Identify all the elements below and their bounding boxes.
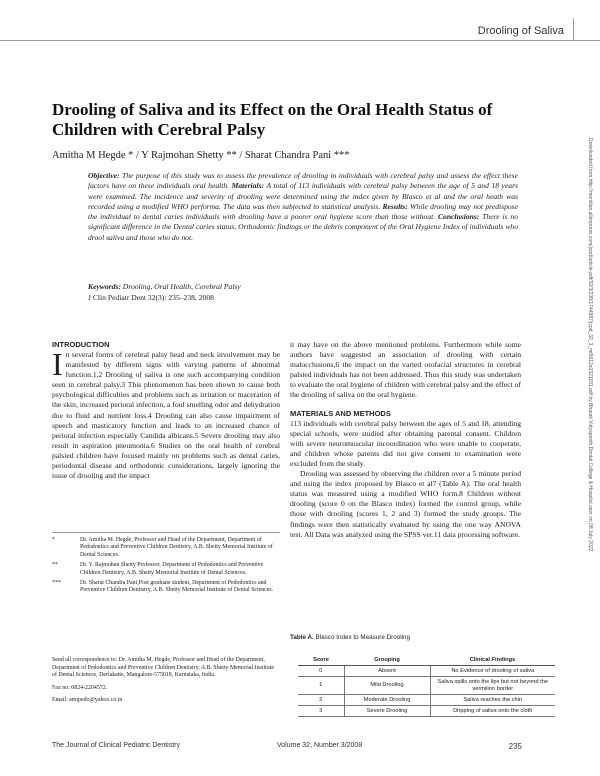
blasco-index-table (298, 655, 555, 717)
col-score-header: Score (298, 655, 344, 666)
table-row (298, 695, 555, 706)
running-header (0, 0, 600, 42)
table-caption (290, 634, 410, 641)
keywords (88, 282, 518, 292)
intro-paragraph (52, 346, 280, 481)
footnote-text: Dr. Amitha M. Hegde, Professor and Head of the Department, Department of Pedodontics and Preventive Children Dentistry, A.B. Shetty Memorial Institute of Dental Sciences. (80, 537, 273, 558)
grouping-cell: Severe Drooling (344, 706, 430, 717)
table-header-row (298, 655, 555, 666)
score-cell: 2 (298, 695, 344, 706)
download-sidebar (585, 138, 593, 768)
footnote-text: Dr. Sharat Chandra Pani,Post graduate student, Department of Pedodontics and Preventive Children Dentistry, A.B. Shetty Memorial Institute of Dental Sciences. (80, 580, 274, 594)
footnote (52, 580, 280, 595)
score-cell: 3 (298, 706, 344, 717)
col-grouping-header: Grouping (344, 655, 430, 666)
findings-cell: Dripping of saliva onto the cloth (430, 706, 555, 717)
header-tab (573, 18, 600, 40)
left-column (52, 340, 280, 481)
methods-paragraph-1: 113 individuals with cerebral palsy between the ages of 5 and 18, attending special schools, were studied after obtaining parental consent. Children with severe neuromuscular incoordination who were unable to cooperate, and children whose parents did not give consent to examination were excluded from the study. (290, 418, 521, 468)
findings-cell: Saliva spills onto the lips but not beyond the vermilion border (430, 677, 555, 695)
footnote (52, 562, 280, 577)
intro-heading: INTRODUCTION (52, 340, 110, 349)
table-caption-text: Blasco Index to Measure Drooling (313, 634, 411, 641)
abstract (88, 171, 518, 243)
page-number: 235 (508, 742, 522, 751)
table-row (298, 677, 555, 695)
running-title: Drooling of Saliva (477, 25, 564, 37)
footnote-rule (52, 532, 280, 533)
materials-label: Materials: (229, 181, 265, 191)
methods-heading: MATERIALS AND METHODS (290, 408, 391, 418)
citation: J Clin Pediatr Dent 32(3): 235–238, 2008 (88, 293, 214, 302)
right-column (290, 340, 521, 540)
article-title: Drooling of Saliva and its Effect on the Oral Health Status of Children with Cerebral Palsy (52, 100, 493, 139)
drop-cap: I (52, 346, 63, 382)
objective-label: Objective: (88, 171, 120, 180)
table-row (298, 666, 555, 677)
score-cell: 0 (298, 666, 344, 677)
conclusions-label: Conclusions: (435, 212, 480, 222)
grouping-cell: Absent (344, 666, 430, 677)
footnote-mark: *** (52, 580, 61, 587)
results-label: Results: (380, 201, 408, 211)
correspondence (52, 657, 280, 710)
findings-cell: Saliva reaches the chin (430, 695, 555, 706)
correspondence-address: Send all correspondence to: Dr. Amitha M. Hegde, Professor and Head of the Department, Department of Pedodontics and Preventive Children Dentistry, A.B. Shetty Memorial Institute of Dental Sciences, Derlakatte, Mangalore-575018, Karnataka, India. (52, 657, 274, 679)
footnote-mark: ** (52, 562, 58, 569)
table-label: Table A. (290, 634, 314, 641)
materials-text: A total of 113 individuals with cerebral palsy between the age of 5 and 18 years were examined. The incidence and severity of drooling were determined using the index given by Blasco et al and the oral heath was recorded using a modified WHO performa. The data was then subjected to statistical analysis. (88, 181, 518, 211)
footnote-text: Dr. Y. Rajmohan Shetty Professor, Department of Pedodontics and Preventive Children Dentistry, A.B. Shetty Memorial Institute of Dental Sciences. (80, 562, 264, 576)
findings-cell: No Evidence of drooling of saliva (430, 666, 555, 677)
methods-paragraph-2: Drooling was assessed by observing the children over a 5 minute period and using the index proposed by Blasco et al7 (Table A). The oral health status was measured using a modified WHO form.8 Children without drooling (score 0 on the Blasco index) formed the control group, while those with drooling (scores 1, 2 and 3) formed the study groups. The findings were then statistically evaluated by using the one way ANOVA test. All Data was analyzed using the SPSS ver.11 data processing software. (290, 469, 521, 539)
keywords-text: Drooling, Oral Health, Cerebral Palsy (120, 282, 241, 291)
intro-continued: it may have on the above mentioned problems. Furthermore while some authors have suggested an association of drooling with certain malocclusions,6 the impact on the varied orofacial structures in cerebral palsied individuals has not been addressed. Thus this study was undertaken to evaluate the oral hygiene of children with cerebral palsy and the effect of the drooling of saliva on the oral hygiene. (290, 340, 521, 400)
journal-name: The Journal of Clinical Pediatric Dentistry (52, 742, 180, 749)
download-note: Downloaded from http://meridian.allenpress.com/jcpd/article-pdf/32/3/235/1744987/jcpd_32_3_mt5612q1321151.pdf by Bharati Vidyapeeth Dental College & Hospital user on 08 July 2022 (587, 138, 593, 552)
score-cell: 1 (298, 677, 344, 695)
keywords-label: Keywords: (88, 282, 121, 291)
footnotes (52, 537, 280, 598)
table-row (298, 706, 555, 717)
col-findings-header: Clinical Findings (430, 655, 555, 666)
email-link[interactable]: Email: amipedo@yahoo.co.in (52, 697, 123, 704)
footnote-mark: * (52, 537, 55, 543)
objective-text: The purpose of this study was to assess the prevalence of drooling in individuals with cerebral palsy and assess the effect these factors have on these individuals oral health. (88, 171, 518, 191)
volume-info: Volume 32, Number 3/2008 (277, 742, 363, 749)
conclusions-text: There is no significant difference in the Dental caries status, Orthodontic findings or the debris component of the Oral Hygiene Index of individuals who drool saliva and those who do not. (88, 212, 518, 242)
grouping-cell: Moderate Drooling (344, 695, 430, 706)
header-rule (0, 40, 600, 41)
intro-text: n several forms of cerebral palsy head and neck involvement may be manifested by different signs with varying patterns of abnormal function.1,2 Drooling of saliva is one such accompanying condition seen in cerebral palsy.3 This phenomenon has been shown to cause both psychological difficulties and problems such as irritation or maceration of the skin, increased perioral infection, a foul smelling odor and dehydration due to fluid and nutrient loss.4 Drooling can also cause impairment of speech and masticatory function and leads to an increased chance of perioral infection especially Candida albicans.5 Severe drooling may also result in aspiration pneumonia.6 Studies on the oral health of cerebral palsied children have focused mainly on problems such as dental caries, periodontal disease and orthodontic considerations, largely ignoring the issue of drooling and the impact (52, 350, 280, 481)
authors: Amitha M Hegde * / Y Rajmohan Shetty ** / Sharat Chandra Pani *** (52, 150, 350, 161)
grouping-cell: Mild Drooling (344, 677, 430, 695)
fax-number: Fax no: 0824-2204572. (52, 684, 108, 691)
footnote (52, 537, 280, 559)
results-text: While drooling may not predispose the individual to dental caries individuals with drooling have a poorer oral hygiene score than those without. (88, 201, 518, 222)
